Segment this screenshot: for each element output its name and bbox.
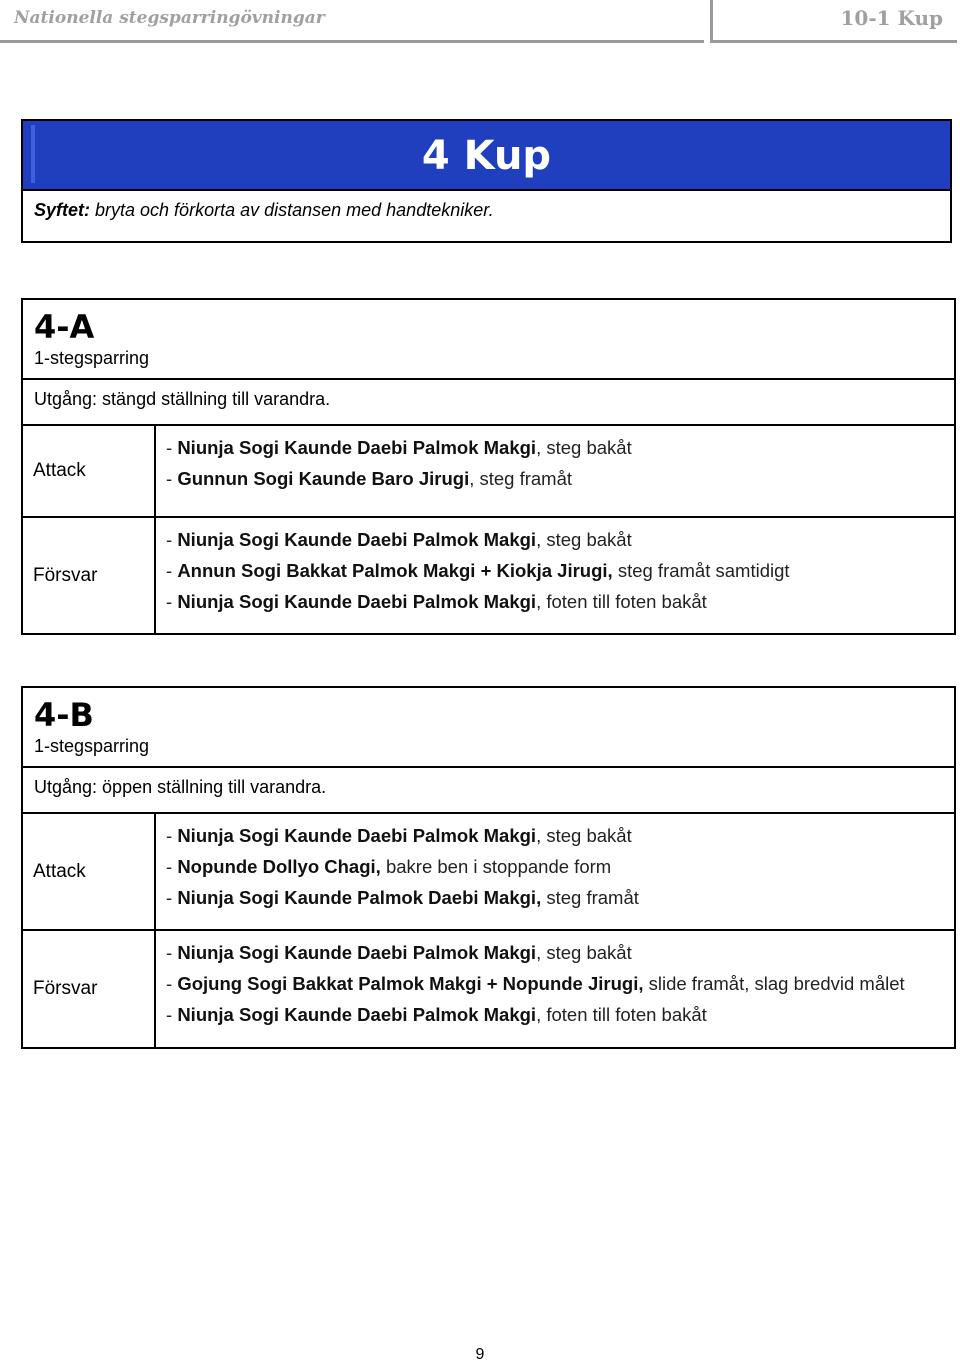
section-start-row: [23, 378, 954, 418]
attack-lines: [166, 432, 948, 494]
defense-row: [23, 516, 954, 633]
page-header: [0, 0, 960, 44]
technique-line: - Nopunde Dollyo Chagi, bakre ben i stoppande form: [166, 856, 612, 877]
defense-lines: [166, 524, 948, 617]
technique-line: - Niunja Sogi Kaunde Daebi Palmok Makgi, foten till foten bakåt: [166, 1004, 707, 1025]
header-right-cell: [710, 0, 957, 43]
technique-line: - Niunja Sogi Kaunde Palmok Daebi Makgi, steg framåt: [166, 887, 639, 908]
technique-line: - Niunja Sogi Kaunde Daebi Palmok Makgi, steg bakåt: [166, 529, 632, 550]
section-type: 1-stegsparring: [34, 736, 150, 756]
technique-line: - Niunja Sogi Kaunde Daebi Palmok Makgi, foten till foten bakåt: [166, 591, 707, 612]
defense-row: [23, 929, 954, 1047]
section-4a: [21, 298, 956, 635]
technique-line: - Niunja Sogi Kaunde Daebi Palmok Makgi, steg bakåt: [166, 942, 632, 963]
section-code: 4-A: [34, 308, 95, 346]
section-start: Utgång: stängd ställning till varandra.: [34, 389, 331, 409]
technique-line: - Gojung Sogi Bakkat Palmok Makgi + Nopunde Jirugi, slide framåt, slag bredvid målet: [166, 973, 905, 994]
header-left-cell: [0, 0, 704, 43]
attack-row: [23, 424, 954, 516]
section-start: Utgång: öppen ställning till varandra.: [34, 777, 327, 797]
title-band: [23, 121, 950, 191]
section-start-row: [23, 766, 954, 806]
technique-line: - Annun Sogi Bakkat Palmok Makgi + Kiokja Jirugi, steg framåt samtidigt: [166, 560, 790, 581]
purpose-label: Syftet:: [34, 200, 91, 220]
technique-line: - Niunja Sogi Kaunde Daebi Palmok Makgi, steg bakåt: [166, 825, 632, 846]
section-code: 4-B: [34, 696, 94, 734]
title-box: [21, 119, 952, 243]
header-title: Nationella stegsparringövningar: [14, 8, 325, 28]
page-title: 4 Kup: [421, 133, 552, 179]
attack-row: [23, 812, 954, 929]
purpose-line: [34, 200, 494, 221]
section-type: 1-stegsparring: [34, 348, 150, 368]
attack-label: Attack: [23, 426, 156, 516]
section-4b: [21, 686, 956, 1049]
attack-lines: [166, 820, 948, 913]
technique-line: - Niunja Sogi Kaunde Daebi Palmok Makgi, steg bakåt: [166, 437, 632, 458]
defense-label: Försvar: [23, 931, 156, 1047]
defense-lines: [166, 937, 948, 1030]
attack-label: Attack: [23, 814, 156, 929]
header-level: 10-1 Kup: [840, 6, 943, 30]
page-number: 9: [475, 1346, 485, 1363]
technique-line: - Gunnun Sogi Kaunde Baro Jirugi, steg framåt: [166, 468, 573, 489]
purpose-text: bryta och förkorta av distansen med handtekniker.: [90, 200, 494, 220]
defense-label: Försvar: [23, 518, 156, 633]
